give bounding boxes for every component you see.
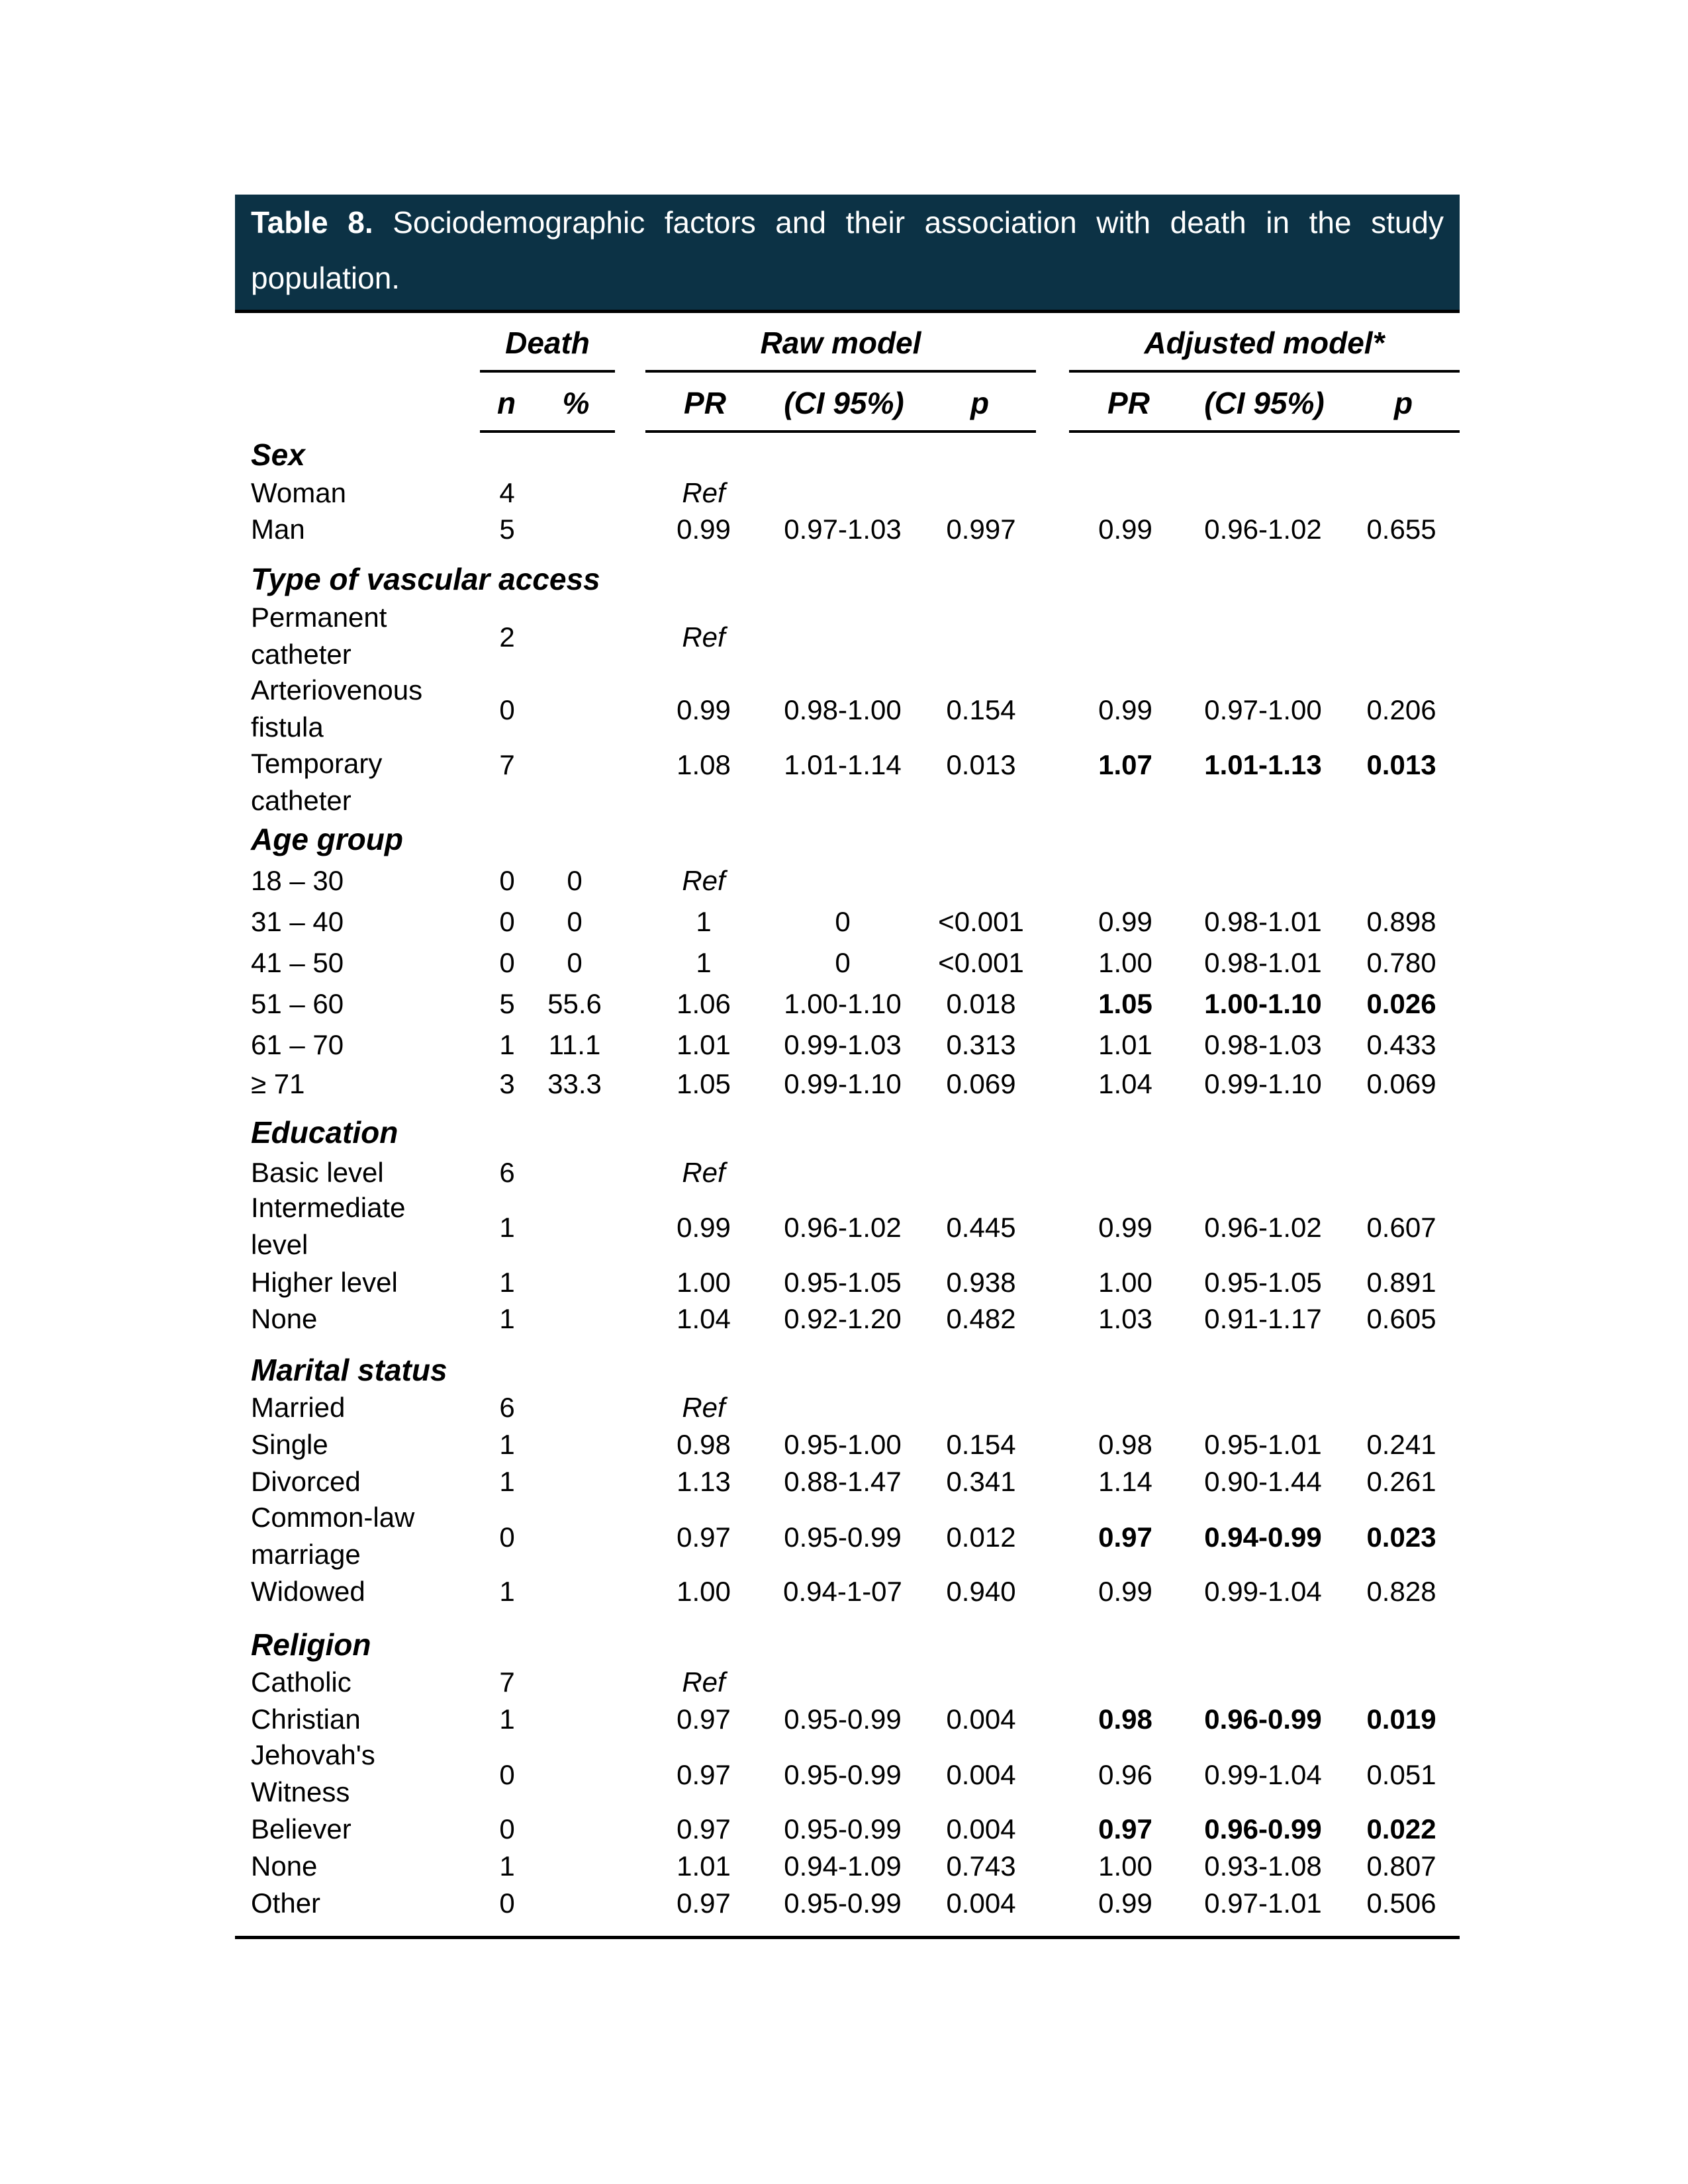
cell-adj-pr: 1.03	[1098, 1303, 1152, 1334]
cell-adj-p: 0.807	[1366, 1850, 1436, 1882]
row-label: Basic level	[251, 1157, 384, 1188]
cell-raw-p: 0.004	[946, 1888, 1016, 1919]
cell-adj-ci: 0.97-1.00	[1204, 694, 1322, 725]
cell-adj-ci: 0.99-1.04	[1204, 1759, 1322, 1790]
table-caption	[235, 195, 1460, 311]
cell-n: 1	[499, 1029, 515, 1060]
cell-adj-p: 0.022	[1366, 1813, 1436, 1844]
cell-n: 7	[499, 749, 515, 780]
cell-adj-pr: 0.99	[1098, 1888, 1152, 1919]
cell-raw-pr: 1.05	[677, 1068, 731, 1099]
cell-n: 5	[499, 514, 515, 545]
cell-raw-ci: 0.95-1.00	[784, 1429, 902, 1460]
section-religion: Religion	[251, 1627, 371, 1662]
cell-adj-ci: 0.96-1.02	[1204, 514, 1322, 545]
row-label: 18 – 30	[251, 865, 344, 896]
row-label: Believer	[251, 1813, 352, 1844]
cell-adj-p: 0.433	[1366, 1029, 1436, 1060]
adjusted-sub-rule	[1069, 430, 1460, 433]
cell-raw-pr: 0.99	[677, 514, 731, 545]
cell-raw-p: 0.154	[946, 694, 1016, 725]
cell-adj-p: 0.051	[1366, 1759, 1436, 1790]
row-label: Married	[251, 1392, 346, 1423]
cell-n: 5	[499, 988, 515, 1019]
cell-n: 2	[499, 621, 515, 653]
death-group-rule	[480, 370, 615, 373]
cell-raw-p: 0.938	[946, 1267, 1016, 1298]
cell-n: 3	[499, 1068, 515, 1099]
table-row	[0, 475, 1688, 512]
cell-n: 1	[499, 1303, 515, 1334]
cell-raw-pr: Ref	[682, 477, 726, 508]
cell-raw-ci: 0.92-1.20	[784, 1303, 902, 1334]
table-row	[0, 1701, 1688, 1738]
cell-raw-ci: 0.98-1.00	[784, 694, 902, 725]
adjusted-group-rule	[1069, 370, 1460, 373]
header-death: Death	[505, 326, 590, 360]
cell-raw-ci: 0.99-1.03	[784, 1029, 902, 1060]
death-sub-rule	[480, 430, 615, 433]
table-row	[0, 1664, 1688, 1701]
cell-adj-ci: 0.93-1.08	[1204, 1850, 1322, 1882]
header-adj-p: p	[1393, 386, 1413, 420]
cell-pct: 0	[567, 865, 583, 896]
cell-n: 0	[499, 947, 515, 978]
cell-n: 4	[499, 477, 515, 508]
row-label: Single	[251, 1429, 328, 1460]
row-label: 41 – 50	[251, 947, 344, 978]
table-row	[0, 1519, 1688, 1556]
cell-adj-p: 0.023	[1366, 1522, 1436, 1553]
section-marital-status: Marital status	[251, 1353, 447, 1387]
cell-adj-ci: 1.00-1.10	[1204, 988, 1322, 1019]
header-raw-ci: (CI 95%)	[784, 386, 904, 420]
cell-adj-ci: 0.98-1.03	[1204, 1029, 1322, 1060]
cell-raw-p: 0.997	[946, 514, 1016, 545]
table-row	[0, 1848, 1688, 1885]
cell-n: 0	[499, 865, 515, 896]
cell-pct: 33.3	[547, 1068, 602, 1099]
cell-adj-pr: 0.98	[1098, 1704, 1152, 1735]
cell-adj-ci: 0.99-1.10	[1204, 1068, 1322, 1099]
table-row	[0, 862, 1688, 899]
cell-raw-ci: 1.01-1.14	[784, 749, 902, 780]
cell-adj-p: 0.261	[1366, 1466, 1436, 1497]
cell-raw-pr: 1.00	[677, 1267, 731, 1298]
cell-n: 1	[499, 1850, 515, 1882]
table-row	[0, 985, 1688, 1023]
cell-adj-pr: 1.00	[1098, 947, 1152, 978]
cell-n: 1	[499, 1212, 515, 1243]
cell-adj-pr: 0.98	[1098, 1429, 1152, 1460]
cell-raw-pr: 1.08	[677, 749, 731, 780]
cell-n: 0	[499, 694, 515, 725]
cell-adj-p: 0.607	[1366, 1212, 1436, 1243]
table-row	[0, 944, 1688, 981]
cell-raw-pr: 0.97	[677, 1704, 731, 1735]
raw-group-rule	[645, 370, 1036, 373]
cell-adj-p: 0.898	[1366, 906, 1436, 937]
section-education: Education	[251, 1115, 399, 1150]
cell-adj-pr: 1.04	[1098, 1068, 1152, 1099]
cell-adj-pr: 0.99	[1098, 1576, 1152, 1607]
header-n: n	[496, 386, 516, 420]
cell-adj-p: 0.026	[1366, 988, 1436, 1019]
table-row	[0, 1209, 1688, 1246]
cell-pct: 0	[567, 947, 583, 978]
table-row	[0, 1026, 1688, 1064]
cell-n: 7	[499, 1666, 515, 1698]
table-row	[0, 1811, 1688, 1848]
cell-adj-p: 0.506	[1366, 1888, 1436, 1919]
row-label: None	[251, 1850, 318, 1882]
cell-raw-pr: 0.97	[677, 1888, 731, 1919]
cell-raw-p: 0.004	[946, 1813, 1016, 1844]
row-label: Higher level	[251, 1267, 398, 1298]
cell-adj-p: 0.891	[1366, 1267, 1436, 1298]
cell-adj-pr: 0.99	[1098, 694, 1152, 725]
cell-raw-ci: 0.95-0.99	[784, 1522, 902, 1553]
table-row	[0, 692, 1688, 729]
table-row	[0, 619, 1688, 656]
cell-raw-p: 0.013	[946, 749, 1016, 780]
cell-n: 1	[499, 1576, 515, 1607]
cell-raw-ci: 0.94-1.09	[784, 1850, 902, 1882]
row-label: Arteriovenous fistula	[251, 674, 423, 743]
cell-adj-ci: 0.94-0.99	[1204, 1522, 1322, 1553]
cell-raw-pr: 1	[696, 947, 712, 978]
row-label: None	[251, 1303, 318, 1334]
cell-adj-ci: 0.96-0.99	[1204, 1813, 1322, 1844]
cell-n: 0	[499, 1522, 515, 1553]
cell-adj-pr: 0.99	[1098, 906, 1152, 937]
table-row	[0, 1426, 1688, 1463]
table-row	[0, 747, 1688, 784]
cell-raw-pr: Ref	[682, 1157, 726, 1188]
cell-adj-ci: 0.99-1.04	[1204, 1576, 1322, 1607]
cell-adj-pr: 1.00	[1098, 1850, 1152, 1882]
table-row	[0, 1885, 1688, 1922]
cell-adj-p: 0.013	[1366, 749, 1436, 780]
cell-n: 6	[499, 1392, 515, 1423]
cell-raw-p: 0.012	[946, 1522, 1016, 1553]
cell-raw-ci: 0.96-1.02	[784, 1212, 902, 1243]
header-raw-pr: PR	[684, 386, 726, 420]
section-sex: Sex	[251, 437, 305, 472]
cell-raw-p: 0.154	[946, 1429, 1016, 1460]
cell-raw-pr: 1.00	[677, 1576, 731, 1607]
cell-raw-pr: Ref	[682, 621, 726, 653]
cell-raw-pr: 0.97	[677, 1522, 731, 1553]
raw-sub-rule	[645, 430, 1036, 433]
cell-raw-p: 0.018	[946, 988, 1016, 1019]
cell-adj-p: 0.828	[1366, 1576, 1436, 1607]
row-label: Temporary catheter	[251, 748, 383, 816]
header-adjusted-model: Adjusted model*	[1144, 326, 1385, 360]
cell-adj-ci: 0.91-1.17	[1204, 1303, 1322, 1334]
cell-raw-pr: Ref	[682, 1392, 726, 1423]
section-vascular-access: Type of vascular access	[251, 562, 600, 596]
table-row	[0, 1756, 1688, 1794]
cell-adj-pr: 1.05	[1098, 988, 1152, 1019]
table-row	[0, 1463, 1688, 1500]
table-row	[0, 1264, 1688, 1301]
cell-n: 0	[499, 906, 515, 937]
table-row	[0, 1573, 1688, 1610]
table-row	[0, 1300, 1688, 1338]
cell-raw-pr: 0.98	[677, 1429, 731, 1460]
cell-raw-ci: 0.94-1-07	[783, 1576, 902, 1607]
row-label: Widowed	[251, 1576, 365, 1607]
cell-adj-pr: 1.01	[1098, 1029, 1152, 1060]
cell-raw-ci: 0.95-0.99	[784, 1888, 902, 1919]
section-age-group: Age group	[251, 822, 403, 856]
cell-adj-pr: 0.99	[1098, 1212, 1152, 1243]
cell-raw-p: <0.001	[938, 947, 1024, 978]
cell-adj-p: 0.780	[1366, 947, 1436, 978]
table-row	[0, 511, 1688, 548]
row-label: Jehovah's Witness	[251, 1739, 375, 1807]
row-label: Catholic	[251, 1666, 352, 1698]
cell-raw-pr: 1.13	[677, 1466, 731, 1497]
cell-pct: 55.6	[547, 988, 602, 1019]
cell-adj-ci: 0.97-1.01	[1204, 1888, 1322, 1919]
cell-adj-ci: 0.98-1.01	[1204, 947, 1322, 978]
row-label: Permanent catheter	[251, 602, 387, 670]
cell-n: 1	[499, 1429, 515, 1460]
cell-raw-p: 0.445	[946, 1212, 1016, 1243]
cell-raw-p: 0.341	[946, 1466, 1016, 1497]
cell-raw-p: 0.940	[946, 1576, 1016, 1607]
cell-adj-ci: 0.95-1.05	[1204, 1267, 1322, 1298]
caption-label: Table 8.	[251, 205, 373, 240]
cell-adj-pr: 1.00	[1098, 1267, 1152, 1298]
row-label: Other	[251, 1888, 321, 1919]
cell-raw-ci: 0.97-1.03	[784, 514, 902, 545]
header-pct: %	[562, 386, 590, 420]
cell-raw-ci: 1.00-1.10	[784, 988, 902, 1019]
cell-raw-p: 0.004	[946, 1759, 1016, 1790]
cell-raw-pr: 0.97	[677, 1759, 731, 1790]
cell-pct: 0	[567, 906, 583, 937]
cell-adj-ci: 1.01-1.13	[1204, 749, 1322, 780]
cell-raw-pr: 0.99	[677, 694, 731, 725]
row-label: 61 – 70	[251, 1029, 344, 1060]
cell-adj-ci: 0.98-1.01	[1204, 906, 1322, 937]
cell-n: 6	[499, 1157, 515, 1188]
cell-raw-ci: 0.95-1.05	[784, 1267, 902, 1298]
cell-adj-pr: 0.97	[1098, 1522, 1152, 1553]
cell-raw-pr: 1.01	[677, 1850, 731, 1882]
cell-raw-p: 0.313	[946, 1029, 1016, 1060]
cell-raw-p: 0.482	[946, 1303, 1016, 1334]
cell-adj-pr: 1.14	[1098, 1466, 1152, 1497]
cell-raw-pr: 0.99	[677, 1212, 731, 1243]
row-label: Divorced	[251, 1466, 361, 1497]
cell-pct: 11.1	[548, 1029, 601, 1060]
caption-text: Sociodemographic factors and their association with death in the study population.	[251, 205, 1444, 295]
cell-raw-ci: 0.88-1.47	[784, 1466, 902, 1497]
cell-raw-ci: 0	[835, 947, 851, 978]
table-row	[0, 1154, 1688, 1191]
row-label: 31 – 40	[251, 906, 344, 937]
header-raw-model: Raw model	[760, 326, 921, 360]
header-adj-ci: (CI 95%)	[1204, 386, 1325, 420]
row-label: 51 – 60	[251, 988, 344, 1019]
cell-raw-p: 0.069	[946, 1068, 1016, 1099]
cell-raw-pr: 0.97	[677, 1813, 731, 1844]
cell-raw-pr: 1.06	[677, 988, 731, 1019]
cell-adj-ci: 0.95-1.01	[1204, 1429, 1322, 1460]
row-label: Man	[251, 514, 305, 545]
cell-raw-pr: 1.04	[677, 1303, 731, 1334]
cell-adj-pr: 1.07	[1098, 749, 1152, 780]
cell-raw-ci: 0.99-1.10	[784, 1068, 902, 1099]
cell-adj-p: 0.655	[1366, 514, 1436, 545]
cell-adj-p: 0.605	[1366, 1303, 1436, 1334]
cell-n: 0	[499, 1759, 515, 1790]
cell-n: 1	[499, 1267, 515, 1298]
cell-raw-ci: 0.95-0.99	[784, 1759, 902, 1790]
row-label: ≥ 71	[251, 1068, 305, 1099]
row-label: Common-law marriage	[251, 1502, 415, 1570]
cell-n: 0	[499, 1888, 515, 1919]
cell-raw-pr: 1	[696, 906, 712, 937]
cell-raw-p: 0.004	[946, 1704, 1016, 1735]
header-adj-pr: PR	[1107, 386, 1150, 420]
cell-adj-ci: 0.96-0.99	[1204, 1704, 1322, 1735]
row-label: Christian	[251, 1704, 361, 1735]
cell-raw-ci: 0.95-0.99	[784, 1813, 902, 1844]
table-row	[0, 903, 1688, 940]
cell-adj-pr: 0.99	[1098, 514, 1152, 545]
cell-adj-ci: 0.96-1.02	[1204, 1212, 1322, 1243]
cell-raw-p: <0.001	[938, 906, 1024, 937]
cell-raw-pr: Ref	[682, 1666, 726, 1698]
cell-adj-p: 0.069	[1366, 1068, 1436, 1099]
cell-raw-pr: Ref	[682, 865, 726, 896]
cell-n: 0	[499, 1813, 515, 1844]
header-raw-p: p	[970, 386, 990, 420]
cell-adj-pr: 0.97	[1098, 1813, 1152, 1844]
row-label: Woman	[251, 477, 346, 508]
bottom-rule	[235, 1936, 1460, 1939]
row-label: Intermediate level	[251, 1192, 406, 1260]
cell-adj-p: 0.241	[1366, 1429, 1436, 1460]
cell-adj-pr: 0.96	[1098, 1759, 1152, 1790]
cell-n: 1	[499, 1466, 515, 1497]
top-rule	[235, 310, 1460, 313]
cell-raw-pr: 1.01	[677, 1029, 731, 1060]
cell-raw-ci: 0	[835, 906, 851, 937]
cell-raw-p: 0.743	[946, 1850, 1016, 1882]
table-row	[0, 1066, 1688, 1103]
cell-raw-ci: 0.95-0.99	[784, 1704, 902, 1735]
cell-adj-p: 0.019	[1366, 1704, 1436, 1735]
cell-n: 1	[499, 1704, 515, 1735]
cell-adj-p: 0.206	[1366, 694, 1436, 725]
table-row	[0, 1389, 1688, 1426]
cell-adj-ci: 0.90-1.44	[1204, 1466, 1322, 1497]
